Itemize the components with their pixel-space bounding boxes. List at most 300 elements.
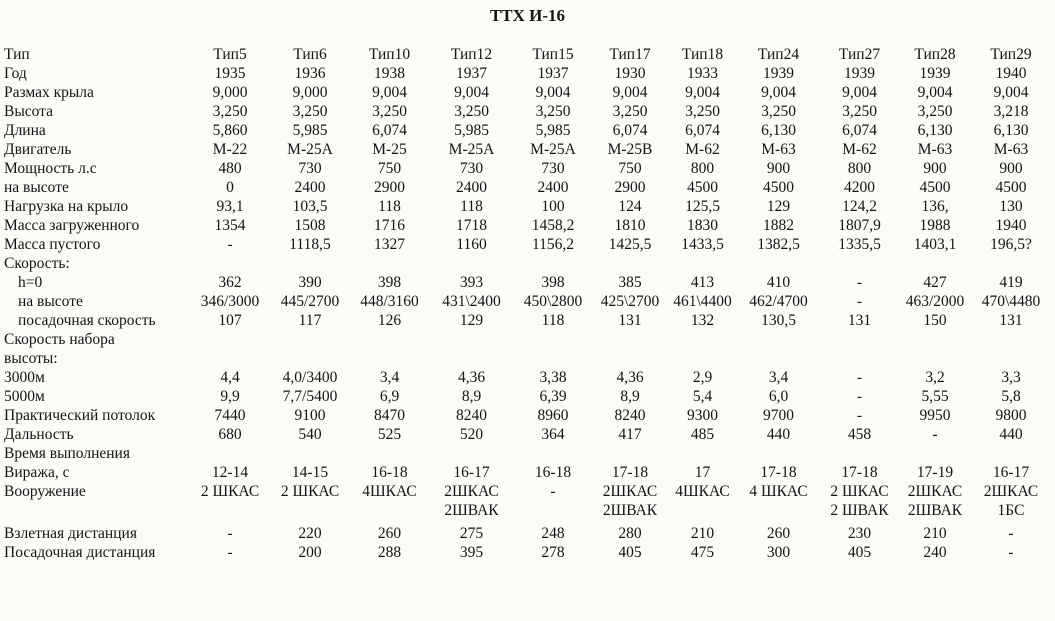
table-cell: 16-17 — [992, 464, 1030, 481]
table-cell: 1160 — [456, 236, 487, 253]
table-cell: 131 — [847, 312, 872, 329]
table-cell — [350, 501, 429, 520]
table-cell: М-25 — [372, 141, 407, 158]
row-label: Посадочная дистанция — [4, 544, 156, 561]
table-cell: - — [550, 483, 556, 500]
table-cell: 5,8 — [1001, 388, 1021, 405]
table-cell: 1БС — [997, 502, 1025, 519]
table-cell: 2900 — [374, 179, 405, 196]
table-cell: 3,2 — [925, 369, 945, 386]
table-cell: 485 — [690, 426, 715, 443]
table-cell: 2ШВАК — [602, 502, 658, 519]
table-cell: 405 — [618, 544, 642, 561]
table-cell: 2,9 — [692, 369, 713, 386]
table-cell: 230 — [847, 525, 872, 542]
row-label: Время выполнения — [4, 445, 130, 462]
table-cell: 220 — [298, 525, 322, 542]
row-label: Нагрузка на крыло — [4, 198, 129, 215]
table-cell: 17-18 — [841, 464, 878, 481]
table-cell: 425\2700 — [600, 293, 660, 310]
table-cell: - — [227, 525, 233, 542]
table-row — [4, 140, 1051, 159]
table-row — [4, 102, 1051, 121]
table-cell: 4500 — [995, 179, 1027, 196]
table-cell: 364 — [541, 426, 565, 443]
table-row — [4, 292, 1051, 311]
table-cell: - — [227, 544, 233, 561]
table-cell: 9300 — [687, 407, 718, 424]
table-cell: 6,074 — [612, 122, 648, 139]
table-cell: 1382,5 — [757, 236, 800, 253]
table-cell: М-63 — [761, 141, 796, 158]
table-cell: 9,004 — [917, 84, 953, 101]
table-row — [4, 387, 1051, 406]
table-row — [4, 83, 1051, 102]
table-cell: 1807,9 — [838, 217, 881, 234]
table-cell: 3,250 — [685, 103, 720, 120]
table-cell: 4200 — [844, 179, 875, 196]
table-cell: 427 — [923, 274, 947, 291]
table-cell: 4500 — [763, 179, 794, 196]
table-cell: 461\4400 — [673, 293, 732, 310]
table-cell: 730 — [459, 160, 484, 177]
table-cell: 1933 — [687, 65, 718, 82]
row-label: 3000м — [4, 369, 45, 386]
table-cell: 450\2800 — [523, 293, 583, 310]
table-cell: - — [1008, 525, 1014, 542]
table-cell: 462/4700 — [749, 293, 808, 310]
table-cell: 93,1 — [216, 198, 244, 215]
row-label: Скорость: — [4, 255, 70, 272]
table-cell: 3,250 — [454, 103, 489, 120]
table-cell: 3,250 — [292, 103, 328, 120]
table-cell: 17 — [694, 464, 711, 481]
table-cell: 475 — [690, 544, 715, 561]
table-cell: М-63 — [917, 141, 953, 158]
table-cell: 1508 — [294, 217, 326, 234]
table-cell: 470\4480 — [981, 293, 1041, 310]
column-header: Тип24 — [757, 46, 800, 63]
table-cell: М-62 — [685, 141, 720, 158]
row-label: посадочная скорость — [18, 312, 156, 329]
table-cell: 117 — [298, 312, 322, 329]
table-cell: 362 — [218, 274, 242, 291]
table-cell: 3,3 — [1001, 369, 1021, 386]
table-cell: 463/2000 — [905, 293, 965, 310]
table-cell: - — [856, 388, 863, 405]
table-cell: 9,004 — [454, 84, 489, 101]
empty-cell — [190, 254, 1051, 273]
table-cell: 200 — [298, 544, 322, 561]
row-label: Мощность л.с — [4, 160, 97, 177]
table-cell: 525 — [377, 426, 402, 443]
table-cell: 398 — [377, 274, 402, 291]
table-cell: М-62 — [842, 141, 877, 158]
table-cell: 2 ШКАС — [280, 483, 340, 500]
table-cell: 7,7/5400 — [282, 388, 338, 405]
row-label: Год — [4, 65, 27, 82]
table-cell: - — [856, 369, 863, 386]
table-cell: 680 — [218, 426, 242, 443]
table-cell: 3,250 — [761, 103, 796, 120]
table-cell: 248 — [541, 525, 565, 542]
table-cell: 3,4 — [768, 369, 789, 386]
table-cell: 131 — [999, 312, 1023, 329]
table-cell: 3,250 — [917, 103, 953, 120]
table-cell — [668, 501, 737, 520]
row-label: Размах крыла — [4, 84, 94, 101]
table-cell: 9,004 — [842, 84, 877, 101]
table-cell: 1327 — [374, 236, 405, 253]
table-cell: 4,4 — [220, 369, 240, 386]
table-row — [4, 406, 1051, 425]
table-cell: 3,250 — [212, 103, 248, 120]
row-label: Длина — [4, 122, 46, 139]
table-row — [4, 216, 1051, 235]
table-row — [4, 121, 1051, 140]
table-cell: 2ШКАС — [602, 483, 658, 500]
table-cell: 3,4 — [379, 369, 400, 386]
table-row — [4, 368, 1051, 387]
table-cell: 750 — [618, 160, 642, 177]
table-row — [4, 349, 1051, 368]
table-cell: 4 ШКАС — [749, 483, 808, 500]
table-cell: 413 — [690, 274, 715, 291]
table-cell: М-25В — [607, 141, 653, 158]
table-cell: М-22 — [212, 141, 248, 158]
table-cell: 107 — [218, 312, 242, 329]
table-cell: 1156,2 — [531, 236, 575, 253]
table-cell: 1938 — [374, 65, 405, 82]
row-label: Виража, с — [4, 464, 70, 481]
table-row — [4, 178, 1051, 197]
table-cell: 410 — [766, 274, 791, 291]
table-cell: 4,0/3400 — [282, 369, 338, 386]
table-cell: 130 — [999, 198, 1023, 215]
row-label: Высота — [4, 103, 54, 120]
table-cell: 136, — [921, 198, 949, 215]
table-cell: 6,130 — [917, 122, 953, 139]
table-cell — [737, 501, 820, 520]
table-cell: 9,000 — [212, 84, 248, 101]
table-cell: 405 — [847, 544, 872, 561]
table-cell: 3,250 — [842, 103, 877, 120]
table-cell: 750 — [377, 160, 402, 177]
table-cell: 129 — [459, 312, 484, 329]
table-cell: 17-18 — [760, 464, 797, 481]
table-cell: 730 — [298, 160, 322, 177]
column-header: Тип18 — [681, 46, 724, 63]
table-cell: 2ШВАК — [444, 502, 499, 519]
table-cell: 1425,5 — [608, 236, 652, 253]
table-cell: 126 — [377, 312, 402, 329]
table-cell: 1810 — [614, 217, 646, 234]
table-cell: 5,860 — [212, 122, 248, 139]
table-row — [4, 273, 1051, 292]
table-row — [4, 524, 1051, 543]
table-cell: 12-14 — [211, 464, 249, 481]
table-row — [4, 501, 1051, 520]
table-cell: 3,38 — [539, 369, 567, 386]
table-cell: 130,5 — [761, 312, 796, 329]
table-cell: 1433,5 — [681, 236, 724, 253]
table-cell: 8470 — [374, 407, 405, 424]
table-cell: 9,004 — [685, 84, 720, 101]
table-cell: 431\2400 — [442, 293, 501, 310]
table-cell: 16-17 — [453, 464, 490, 481]
table-cell: 1936 — [294, 65, 326, 82]
row-label: 5000м — [4, 388, 45, 405]
table-cell: 8,9 — [620, 388, 640, 405]
table-cell: 300 — [766, 544, 791, 561]
table-cell: 1458,2 — [531, 217, 575, 234]
table-cell: 800 — [690, 160, 715, 177]
table-cell: - — [856, 407, 863, 424]
table-cell: 118 — [460, 198, 483, 215]
table-row — [4, 197, 1051, 216]
header-row — [4, 45, 1051, 64]
table-cell: 900 — [999, 160, 1023, 177]
table-cell: 131 — [618, 312, 642, 329]
table-cell: 16-18 — [534, 464, 572, 481]
table-cell: 5,985 — [292, 122, 328, 139]
table-cell: 1354 — [214, 217, 246, 234]
table-cell: 124 — [618, 198, 642, 215]
table-cell: 445/2700 — [280, 293, 340, 310]
document-title: ТТХ И-16 — [489, 6, 566, 25]
table-cell: 900 — [766, 160, 791, 177]
table-cell: 6,074 — [685, 122, 720, 139]
table-cell: 9,004 — [535, 84, 571, 101]
table-cell: 2ШВАК — [907, 502, 963, 519]
table-row — [4, 235, 1051, 254]
column-header: Тип15 — [532, 46, 574, 63]
table-cell: 2ШКАС — [983, 483, 1039, 500]
table-cell: 2 ШВАК — [830, 502, 889, 519]
row-label: Масса пустого — [4, 236, 101, 253]
table-cell: 1939 — [763, 65, 794, 82]
table-cell: 0 — [226, 179, 234, 196]
table-cell: 6,074 — [372, 122, 407, 139]
table-cell: 2 ШКАС — [830, 483, 889, 500]
row-label — [4, 501, 190, 520]
table-body — [4, 45, 1051, 562]
table-cell: 3,250 — [535, 103, 571, 120]
table-cell: 3,218 — [993, 103, 1029, 120]
table-cell: 480 — [218, 160, 242, 177]
table-cell: 103,5 — [292, 198, 328, 215]
table-cell: 8,9 — [461, 388, 482, 405]
table-cell: 4500 — [687, 179, 718, 196]
table-cell: 730 — [541, 160, 565, 177]
table-cell: 440 — [999, 426, 1023, 443]
table-cell: 17-19 — [916, 464, 954, 481]
row-label: высоты: — [4, 350, 58, 367]
table-cell: 16-18 — [371, 464, 408, 481]
table-cell: - — [227, 236, 233, 253]
table-cell: 9100 — [294, 407, 326, 424]
row-label: Взлетная дистанция — [4, 525, 137, 542]
table-cell: 6,9 — [379, 388, 400, 405]
table-row — [4, 159, 1051, 178]
table-cell: 346/3000 — [200, 293, 260, 310]
table-cell: 520 — [459, 426, 484, 443]
column-header: Тип27 — [838, 46, 881, 63]
table-cell: 280 — [618, 525, 642, 542]
table-cell: 3,250 — [372, 103, 407, 120]
table-cell: 393 — [459, 274, 484, 291]
table-cell: 440 — [766, 426, 791, 443]
column-header: Тип10 — [368, 46, 411, 63]
column-header: Тип12 — [450, 46, 493, 63]
table-cell: 1939 — [844, 65, 875, 82]
table-cell: 395 — [459, 544, 484, 561]
table-cell: 1937 — [537, 65, 569, 82]
table-cell: 4,36 — [457, 369, 486, 386]
table-cell: 5,4 — [692, 388, 713, 405]
table-row — [4, 425, 1051, 444]
table-cell: 8240 — [456, 407, 487, 424]
table-cell — [270, 501, 350, 520]
table-cell: 132 — [690, 312, 715, 329]
table-cell: 6,074 — [842, 122, 877, 139]
table-cell: - — [856, 293, 863, 310]
table-cell: 458 — [847, 426, 872, 443]
table-cell: 2400 — [537, 179, 569, 196]
table-cell: 17-18 — [611, 464, 649, 481]
table-cell: 260 — [766, 525, 791, 542]
table-cell: 5,55 — [921, 388, 949, 405]
table-cell: 118 — [541, 312, 565, 329]
table-cell: М-25А — [448, 141, 495, 158]
table-cell: 150 — [923, 312, 947, 329]
table-cell: 900 — [923, 160, 947, 177]
row-label: Масса загруженного — [4, 217, 140, 234]
table-cell: 260 — [377, 525, 402, 542]
table-cell: 6,39 — [539, 388, 567, 405]
table-cell: 2ШКАС — [907, 483, 963, 500]
row-label: h=0 — [18, 274, 43, 291]
table-cell: 5,985 — [454, 122, 489, 139]
table-cell: 385 — [618, 274, 642, 291]
table-cell: 1939 — [919, 65, 951, 82]
table-cell: 8240 — [614, 407, 646, 424]
row-label: на высоте — [18, 293, 83, 310]
table-row — [4, 311, 1051, 330]
table-cell: 9,004 — [993, 84, 1029, 101]
table-cell: 1718 — [456, 217, 487, 234]
table-cell: 210 — [923, 525, 947, 542]
table-row — [4, 444, 1051, 463]
table-cell: 275 — [459, 525, 484, 542]
empty-cell — [190, 330, 1051, 349]
table-cell — [514, 501, 592, 520]
table-cell: 9,9 — [220, 388, 240, 405]
table-cell: 540 — [298, 426, 322, 443]
table-cell: 14-15 — [291, 464, 329, 481]
table-cell: 124,2 — [842, 198, 877, 215]
row-label: Вооружение — [4, 483, 86, 500]
table-cell: 8960 — [537, 407, 569, 424]
table-cell: М-25А — [287, 141, 333, 158]
table-cell: 196,5? — [990, 236, 1032, 253]
table-cell: 1940 — [995, 65, 1027, 82]
table-row — [4, 330, 1051, 349]
table-cell: 417 — [618, 426, 642, 443]
table-cell: 1930 — [614, 65, 646, 82]
table-cell: 9700 — [763, 407, 794, 424]
table-cell: 210 — [690, 525, 715, 542]
table-cell: 4500 — [919, 179, 951, 196]
table-cell: 1118,5 — [289, 236, 331, 253]
table-cell: 9800 — [995, 407, 1027, 424]
table-cell: 4ШКАС — [362, 483, 417, 500]
table-cell: 100 — [541, 198, 565, 215]
specifications-table — [4, 45, 1051, 562]
table-cell: 6,0 — [768, 388, 789, 405]
table-cell: М-25А — [530, 141, 576, 158]
table-cell — [190, 501, 270, 520]
row-label: на высоте — [4, 179, 69, 196]
table-cell: 1935 — [214, 65, 246, 82]
table-cell: 2400 — [456, 179, 487, 196]
column-header: Тип28 — [914, 46, 956, 63]
table-cell: 1716 — [374, 217, 405, 234]
table-cell: 9,004 — [612, 84, 648, 101]
table-cell: 6,130 — [993, 122, 1029, 139]
table-cell: 2ШКАС — [444, 483, 499, 500]
empty-cell — [190, 349, 1051, 368]
table-cell: 800 — [847, 160, 872, 177]
table-cell: 390 — [298, 274, 322, 291]
table-cell: 9,000 — [292, 84, 328, 101]
table-cell: 398 — [541, 274, 565, 291]
table-cell: 278 — [541, 544, 565, 561]
table-cell: 419 — [999, 274, 1023, 291]
table-cell: М-63 — [993, 141, 1029, 158]
table-row — [4, 482, 1051, 501]
table-cell: 240 — [923, 544, 947, 561]
table-row — [4, 64, 1051, 83]
table-cell: 448/3160 — [360, 293, 419, 310]
table-cell: 118 — [378, 198, 401, 215]
table-cell: - — [932, 426, 938, 443]
table-cell: 2400 — [294, 179, 326, 196]
table-cell: 5,985 — [535, 122, 571, 139]
table-cell: 125,5 — [685, 198, 720, 215]
table-cell: 288 — [377, 544, 402, 561]
table-cell: 3,250 — [612, 103, 648, 120]
empty-cell — [190, 444, 1051, 463]
column-header: Тип6 — [293, 46, 327, 63]
column-header: Тип5 — [213, 46, 247, 63]
row-label: Двигатель — [4, 141, 72, 158]
table-cell: 1830 — [687, 217, 718, 234]
table-cell: 2 ШКАС — [200, 483, 260, 500]
row-label: Скорость набора — [4, 331, 115, 348]
table-cell: 2900 — [614, 179, 646, 196]
table-cell: 1335,5 — [838, 236, 881, 253]
column-header: Тип29 — [990, 46, 1032, 63]
table-cell: - — [856, 274, 863, 291]
table-row — [4, 254, 1051, 273]
column-header: Тип17 — [609, 46, 651, 63]
table-cell: 7440 — [214, 407, 246, 424]
table-cell: - — [1008, 544, 1014, 561]
table-cell: 9950 — [919, 407, 951, 424]
table-row — [4, 463, 1051, 482]
table-cell: 9,004 — [372, 84, 407, 101]
